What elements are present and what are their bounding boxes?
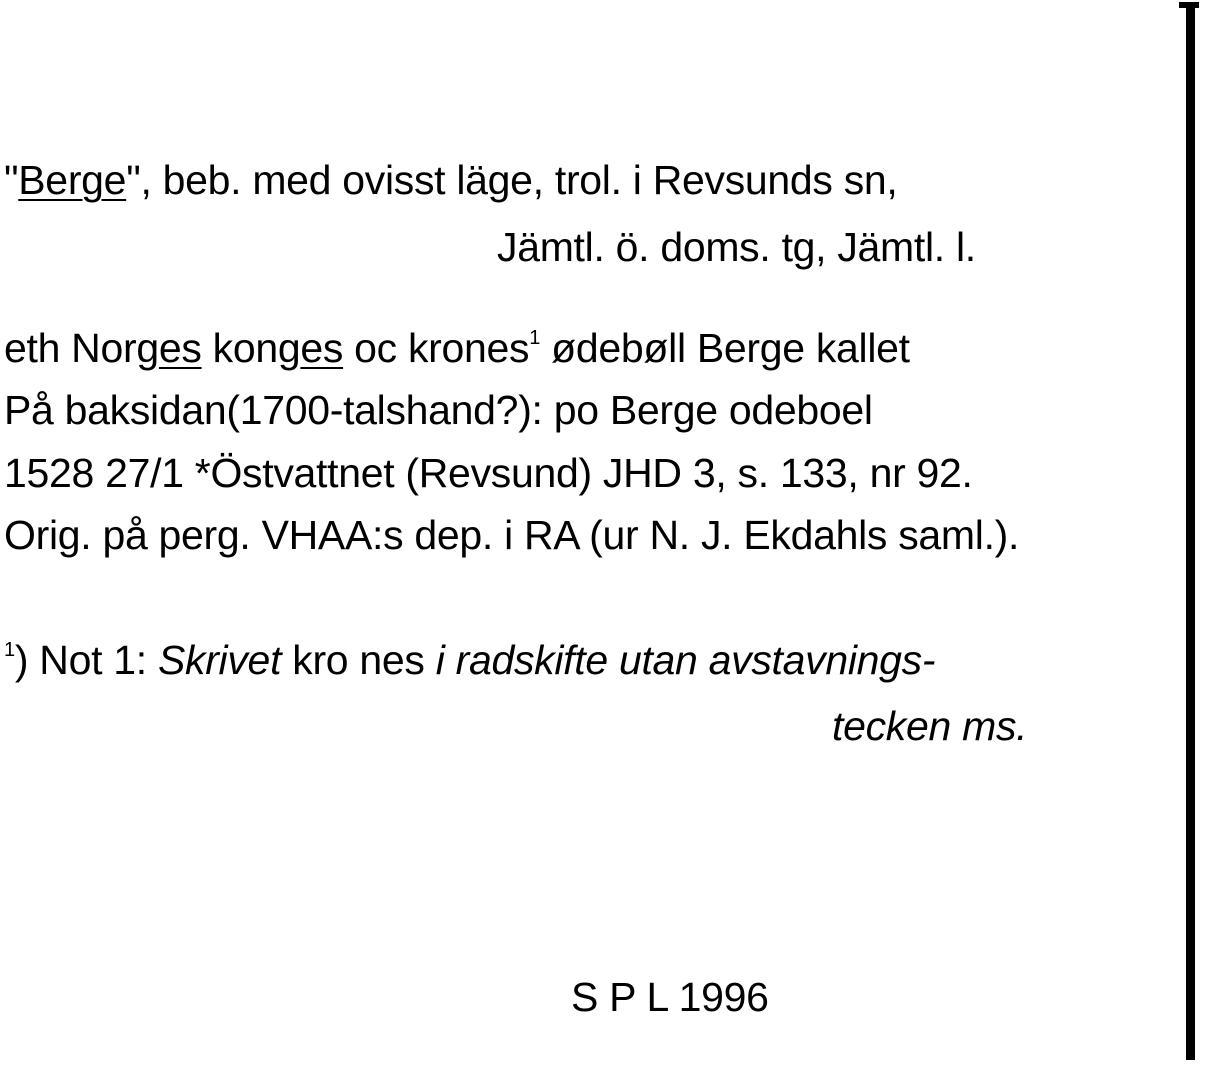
- quote-underline-1: es: [158, 325, 202, 371]
- heading-line-1: [4, 157, 898, 203]
- quote-text-4: ødebøll Berge kallet: [540, 325, 910, 371]
- date-place-line: 1528 27/1 *Östvattnet (Revsund) JHD 3, s. 133, nr 92.: [4, 450, 973, 496]
- note-plain: kro nes: [281, 637, 436, 683]
- quote-text-1: eth Norg: [4, 325, 159, 371]
- note-marker: 1: [4, 639, 15, 661]
- quote-text-2: kong: [201, 325, 301, 371]
- open-quote: ": [4, 157, 19, 203]
- quote-text-3: oc krones: [343, 325, 530, 371]
- note-line-2: tecken ms.: [832, 703, 1028, 749]
- heading-rest: , beb. med ovisst läge, trol. i Revsunds sn,: [140, 157, 898, 203]
- reverse-side-line: På baksidan(1700-talshand?): po Berge odeboel: [4, 387, 873, 433]
- place-name: Berge: [18, 157, 127, 203]
- origin-line: Orig. på perg. VHAA:s dep. i RA (ur N. J. Ekdahls saml.).: [4, 512, 1020, 558]
- quote-underline-2: es: [300, 325, 344, 371]
- note-italic-2: i radskifte utan avstavnings-: [435, 637, 936, 683]
- note-line-1: [4, 637, 936, 683]
- signature: S P L 1996: [571, 974, 769, 1020]
- close-quote: ": [126, 157, 141, 203]
- quote-line: [4, 325, 910, 371]
- heading-line-2: Jämtl. ö. doms. tg, Jämtl. l.: [497, 224, 976, 270]
- note-italic-1: Skrivet: [157, 637, 282, 683]
- card-edge: [1186, 8, 1195, 1060]
- footnote-marker: 1: [529, 327, 541, 349]
- note-label: ) Not 1:: [14, 637, 158, 683]
